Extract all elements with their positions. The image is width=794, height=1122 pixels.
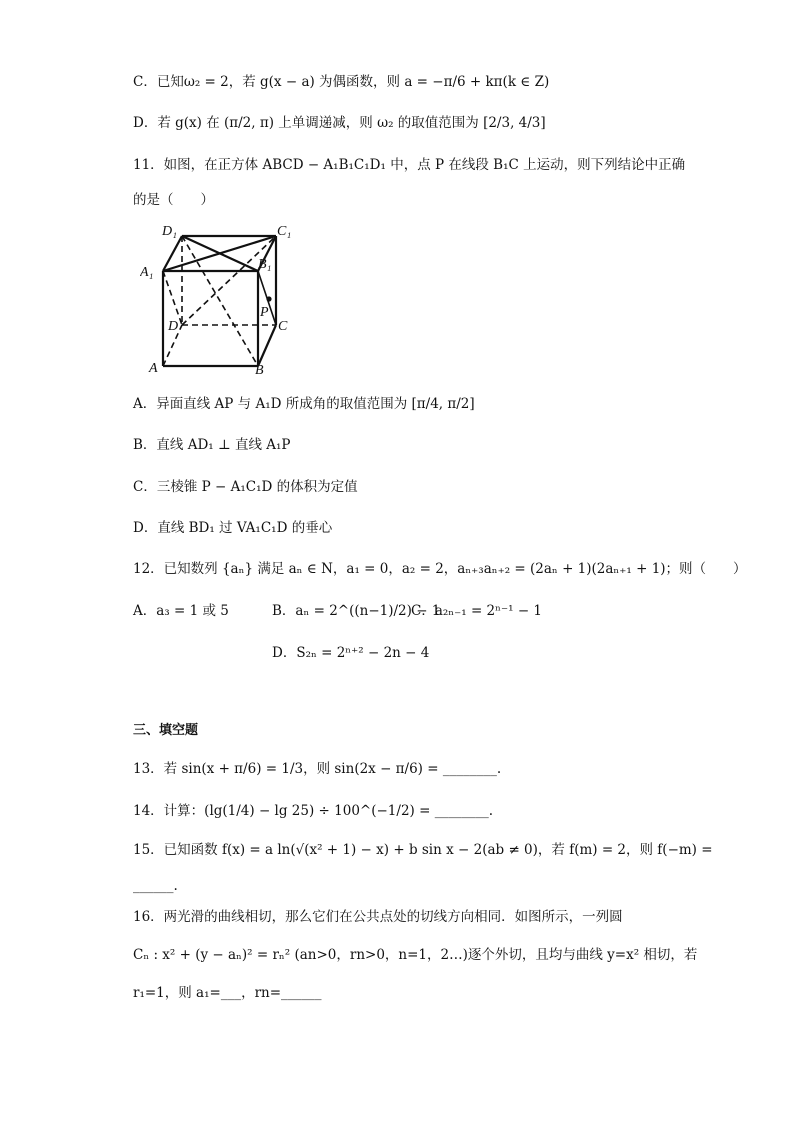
section-heading: 三、填空题 [133, 723, 199, 738]
label-c1: C₁ [277, 224, 292, 239]
question-16-text-cont: Cₙ : x² + (y − aₙ)² = rₙ² (an>0，rn>0，n=1，2…)逐个外切，且均与曲线 y=x² 相切，若 [133, 947, 698, 963]
label-a: A [149, 361, 158, 376]
label-c: C [278, 319, 288, 334]
edge-d1-b1 [182, 236, 258, 271]
label-a1: A₁ [140, 265, 154, 280]
option-11b: B．直线 AD₁ ⊥ 直线 A₁P [133, 437, 291, 453]
question-14-text: 14．计算：(lg(1/4) − lg 25) ÷ 100^(−1/2) = ________. [133, 803, 493, 819]
label-d: D [168, 319, 179, 334]
edge-a1-d [163, 271, 182, 325]
cube-figure [140, 218, 310, 378]
question-16-text: 16．两光滑的曲线相切，那么它们在公共点处的切线方向相同．如图所示，一列圆 [133, 909, 623, 925]
option-12d: D．S₂ₙ = 2ⁿ⁺² − 2n − 4 [272, 645, 430, 661]
question-15-text: 15．已知函数 f(x) = a ln(√(x² + 1) − x) + b sin x − 2(ab ≠ 0)，若 f(m) = 2，则 f(−m) = [133, 842, 713, 858]
option-10c: C．已知ω₂ = 2，若 g(x − a) 为偶函数，则 a = −π/6 + kπ(k ∈ Z) [133, 74, 550, 90]
question-12-text: 12．已知数列 {aₙ} 满足 aₙ ∈ N，a₁ = 0，a₂ = 2，aₙ₊₃aₙ₊₂ = (2aₙ + 1)(2aₙ₊₁ + 1)；则（ ） [133, 561, 747, 577]
label-b: B [255, 363, 264, 378]
question-11-text-cont: 的是（ ） [133, 192, 214, 208]
label-b1: B₁ [258, 257, 272, 272]
option-12c: C．a₂ₙ₋₁ = 2ⁿ⁻¹ − 1 [411, 603, 543, 619]
option-12a: A．a₃ = 1 或 5 [133, 603, 229, 619]
option-11d: D．直线 BD₁ 过 VA₁C₁D 的垂心 [133, 520, 333, 536]
question-16-text-cont2: r₁=1，则 a₁=___，rn=______ [133, 985, 322, 1001]
label-p: P [260, 305, 269, 320]
option-10d: D．若 g(x) 在 (π/2, π) 上单调递减，则 ω₂ 的取值范围为 [2/3, 4/3] [133, 115, 546, 131]
option-12b: B．aₙ = 2^((n−1)/2) − 1 [272, 603, 441, 619]
label-d1: D₁ [162, 224, 177, 239]
edge-b-c [258, 325, 276, 366]
point-p [266, 296, 271, 301]
question-11-text: 11．如图，在正方体 ABCD − A₁B₁C₁D₁ 中，点 P 在线段 B₁C 上运动，则下列结论中正确 [133, 157, 686, 173]
option-11a: A．异面直线 AP 与 A₁D 所成角的取值范围为 [π/4, π/2] [133, 396, 475, 412]
option-11c: C．三棱锥 P − A₁C₁D 的体积为定值 [133, 479, 358, 495]
question-13-text: 13．若 sin(x + π/6) = 1/3，则 sin(2x − π/6) = ________. [133, 761, 502, 777]
question-15-text-cont: ______. [133, 878, 178, 894]
edge-d1-b [182, 236, 258, 366]
